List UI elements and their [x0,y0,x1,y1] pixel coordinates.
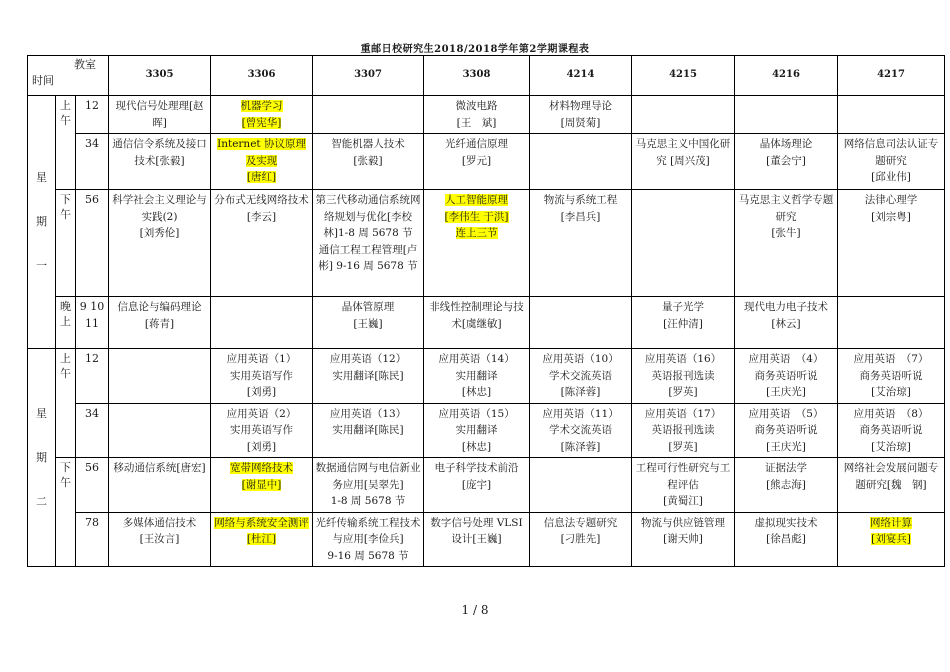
course-cell [838,96,945,134]
course-cell [632,134,735,190]
course-text: 科学社会主义理论与实践(2) [刘秀伦] [112,194,207,239]
course-text: 晶体场理论 [董会宁] [759,138,813,167]
course-text: 应用英语（16） 英语报刊选读 [罗英] [644,353,722,398]
schedule-row [28,134,945,190]
course-cell [424,134,530,190]
session-label: 下 午 [56,458,76,567]
schedule-row [28,512,945,567]
course-cell [530,96,632,134]
course-cell [838,349,945,404]
period-slot: 12 [76,96,109,134]
highlighted-course-text: Internet 协议原理及实现 [唐红] [217,138,306,183]
course-text: 现代信号处理理[赵 晖] [115,100,207,129]
course-text: 信息论与编码理论 [蒋青] [117,301,202,330]
course-text: 应用英语（1） 实用英语写作 [刘勇] [226,353,297,398]
course-cell [530,297,632,349]
course-text: 数据通信网与电信新业务应用[吴翠先] 1-8 周 5678 节 [315,462,421,507]
course-cell [424,297,530,349]
course-text: 数字信号处理 VLSI 设计[王巍] [430,516,526,545]
course-text: 非线性控制理论与技术[虞继敏] [429,301,524,330]
course-text: 多媒体通信技术 [王汝言] [122,516,197,545]
course-cell [424,96,530,134]
course-cell [838,403,945,458]
course-text: 应用英语（11） 学术交流英语 [陈泽蓉] [542,407,619,453]
course-text: 虚拟现实技术 [徐昌彪] [754,516,818,545]
course-cell [735,297,838,349]
course-text: 工程可行性研究与工程评估 [黄蜀江] [635,462,731,507]
highlighted-course-text: 宽带网络技术 [谢显中] [230,462,294,491]
course-text: 应用英语 （5） 商务英语听说 [王庆光] [748,407,824,453]
course-cell [211,134,313,190]
course-cell [424,512,530,567]
period-slot: 34 [76,403,109,458]
course-cell [632,512,735,567]
course-text: 应用英语（10） 学术交流英语 [陈泽蓉] [542,353,619,398]
highlighted-course-text: 机器学习 [曾宪华] [240,100,283,129]
course-cell [313,349,424,404]
course-text: 分布式无线网络技术 [李云] [214,194,309,223]
course-cell [424,403,530,458]
course-cell [530,458,632,513]
session-label: 上 午 [56,349,76,458]
course-text: 应用英语 （7） 商务英语听说 [艾治琼] [853,353,929,398]
course-text: 应用英语（15） 实用翻译 [林忠] [438,407,515,453]
course-text: 应用英语（12） 实用翻译[陈民] [329,353,407,382]
schedule-row [28,297,945,349]
day-label: 星 期 二 [28,349,56,567]
course-cell [632,297,735,349]
course-text: 微波电路 [王 斌] [455,100,498,129]
course-cell [109,458,211,513]
session-label: 上 午 [56,96,76,190]
course-text: 网络信息司法认证专题研究 [邱业伟] [843,138,939,183]
course-cell [838,190,945,297]
schedule-title: 重邮日校研究生2018/2018学年第2学期课程表 [360,44,590,55]
session-label: 下 午 [56,190,76,297]
course-text: 电子科学技术前沿 [庞宇] [434,462,519,491]
course-text: 信息法专题研究 [刁胜先] [543,516,618,545]
period-slot: 12 [76,349,109,404]
course-text: 晶体管原理 [王巍] [341,301,395,330]
course-text: 应用英语（14） 实用翻译 [林忠] [438,353,515,398]
course-cell [211,96,313,134]
course-text: 材料物理导论 [周贤菊] [549,100,613,129]
course-cell [735,190,838,297]
session-label: 晚 上 [56,297,76,349]
course-text: 应用英语（2） 实用英语写作 [刘勇] [226,407,297,453]
course-cell [838,512,945,567]
course-text: 量子光学 [汪仲清] [662,301,705,330]
highlighted-course-text: 网络与系统安全测评[杜江] [214,516,309,545]
course-text: 应用英语 （8） 商务英语听说 [艾治琼] [853,407,929,453]
course-cell [109,96,211,134]
course-text: 光纤通信原理 [罗元] [445,138,509,167]
course-cell [211,512,313,567]
schedule-row [28,190,945,297]
room-header: 4214 [530,56,632,96]
course-cell [313,403,424,458]
course-cell [313,96,424,134]
room-header: 3307 [313,56,424,96]
course-cell [838,297,945,349]
corner-time-label: 时间 [32,74,54,87]
course-text: 网络社会发展问题专题研究[魏 钢] [843,462,939,491]
corner-header [28,56,109,96]
course-cell [735,512,838,567]
period-slot: 56 [76,458,109,513]
course-cell [632,349,735,404]
course-cell [530,349,632,404]
course-text: 法律心理学 [刘宗粤] [864,194,918,223]
course-cell [530,190,632,297]
schedule-row [28,349,945,404]
course-cell [632,96,735,134]
course-cell [530,134,632,190]
course-cell [313,190,424,297]
course-cell [735,403,838,458]
course-cell [838,134,945,190]
course-cell [313,297,424,349]
course-cell [313,512,424,567]
highlighted-course-text: 人工智能原理 [李伟生 于洪] 连上三节 [444,194,509,239]
course-text: 应用英语（17） 英语报刊选读 [罗英] [644,407,722,453]
period-slot: 78 [76,512,109,567]
course-cell [211,297,313,349]
highlighted-course-text: 网络计算 [刘宴兵] [870,516,913,545]
course-cell [530,512,632,567]
room-header: 3305 [109,56,211,96]
schedule-row [28,96,945,134]
course-text: 光纤传输系统工程技术与应用[李俭兵] 9-16 周 5678 节 [315,516,421,562]
course-cell [424,458,530,513]
course-text: 应用英语（13） 实用翻译[陈民] [329,407,407,436]
course-cell [632,190,735,297]
course-cell [211,403,313,458]
course-cell [632,403,735,458]
course-cell [211,190,313,297]
period-slot: 34 [76,134,109,190]
course-cell [109,190,211,297]
course-text: 现代电力电子技术[林云] [744,301,829,330]
course-cell [211,458,313,513]
room-header: 4216 [735,56,838,96]
header-row [28,56,945,96]
schedule-row [28,403,945,458]
course-cell [424,349,530,404]
course-cell [735,96,838,134]
course-cell [735,349,838,404]
period-slot: 9 10 11 [76,297,109,349]
course-cell [735,458,838,513]
course-cell [109,512,211,567]
course-cell [313,134,424,190]
course-text: 智能机器人技术 [张毅] [331,138,405,167]
period-slot: 56 [76,190,109,297]
course-text: 应用英语 （4） 商务英语听说 [王庆光] [748,353,824,398]
course-cell [109,349,211,404]
room-header: 3308 [424,56,530,96]
course-cell [211,349,313,404]
schedule-table [27,55,945,567]
course-text: 马克思主义中国化研究 [周兴茂] [635,138,731,167]
course-text: 移动通信系统[唐宏] [113,462,206,474]
course-cell [109,297,211,349]
room-header: 4215 [632,56,735,96]
page-number: 1 / 8 [461,603,489,617]
course-cell [530,403,632,458]
course-cell [424,190,530,297]
room-header: 4217 [838,56,945,96]
course-cell [838,458,945,513]
room-header: 3306 [211,56,313,96]
course-cell [735,134,838,190]
course-cell [632,458,735,513]
course-text: 通信信令系统及接口技术[张毅] [112,138,207,167]
day-label: 星 期 一 [28,96,56,349]
schedule-row [28,458,945,513]
course-cell [313,458,424,513]
course-text: 第三代移动通信系统网络规划与优化[李校林]1-8 周 5678 节 通信工程工程管理[卢彬] 9-16 周 5678 节 [315,194,421,272]
course-text: 物流与供应链管理[谢天帅] [641,516,726,545]
course-cell [109,403,211,458]
course-text: 证据法学 [熊志海] [765,462,808,491]
corner-classroom-label: 教室 [74,58,97,71]
course-cell [109,134,211,190]
course-text: 马克思主义哲学专题研究 [张牛] [738,194,834,239]
course-text: 物流与系统工程 [李昌兵] [543,194,618,223]
